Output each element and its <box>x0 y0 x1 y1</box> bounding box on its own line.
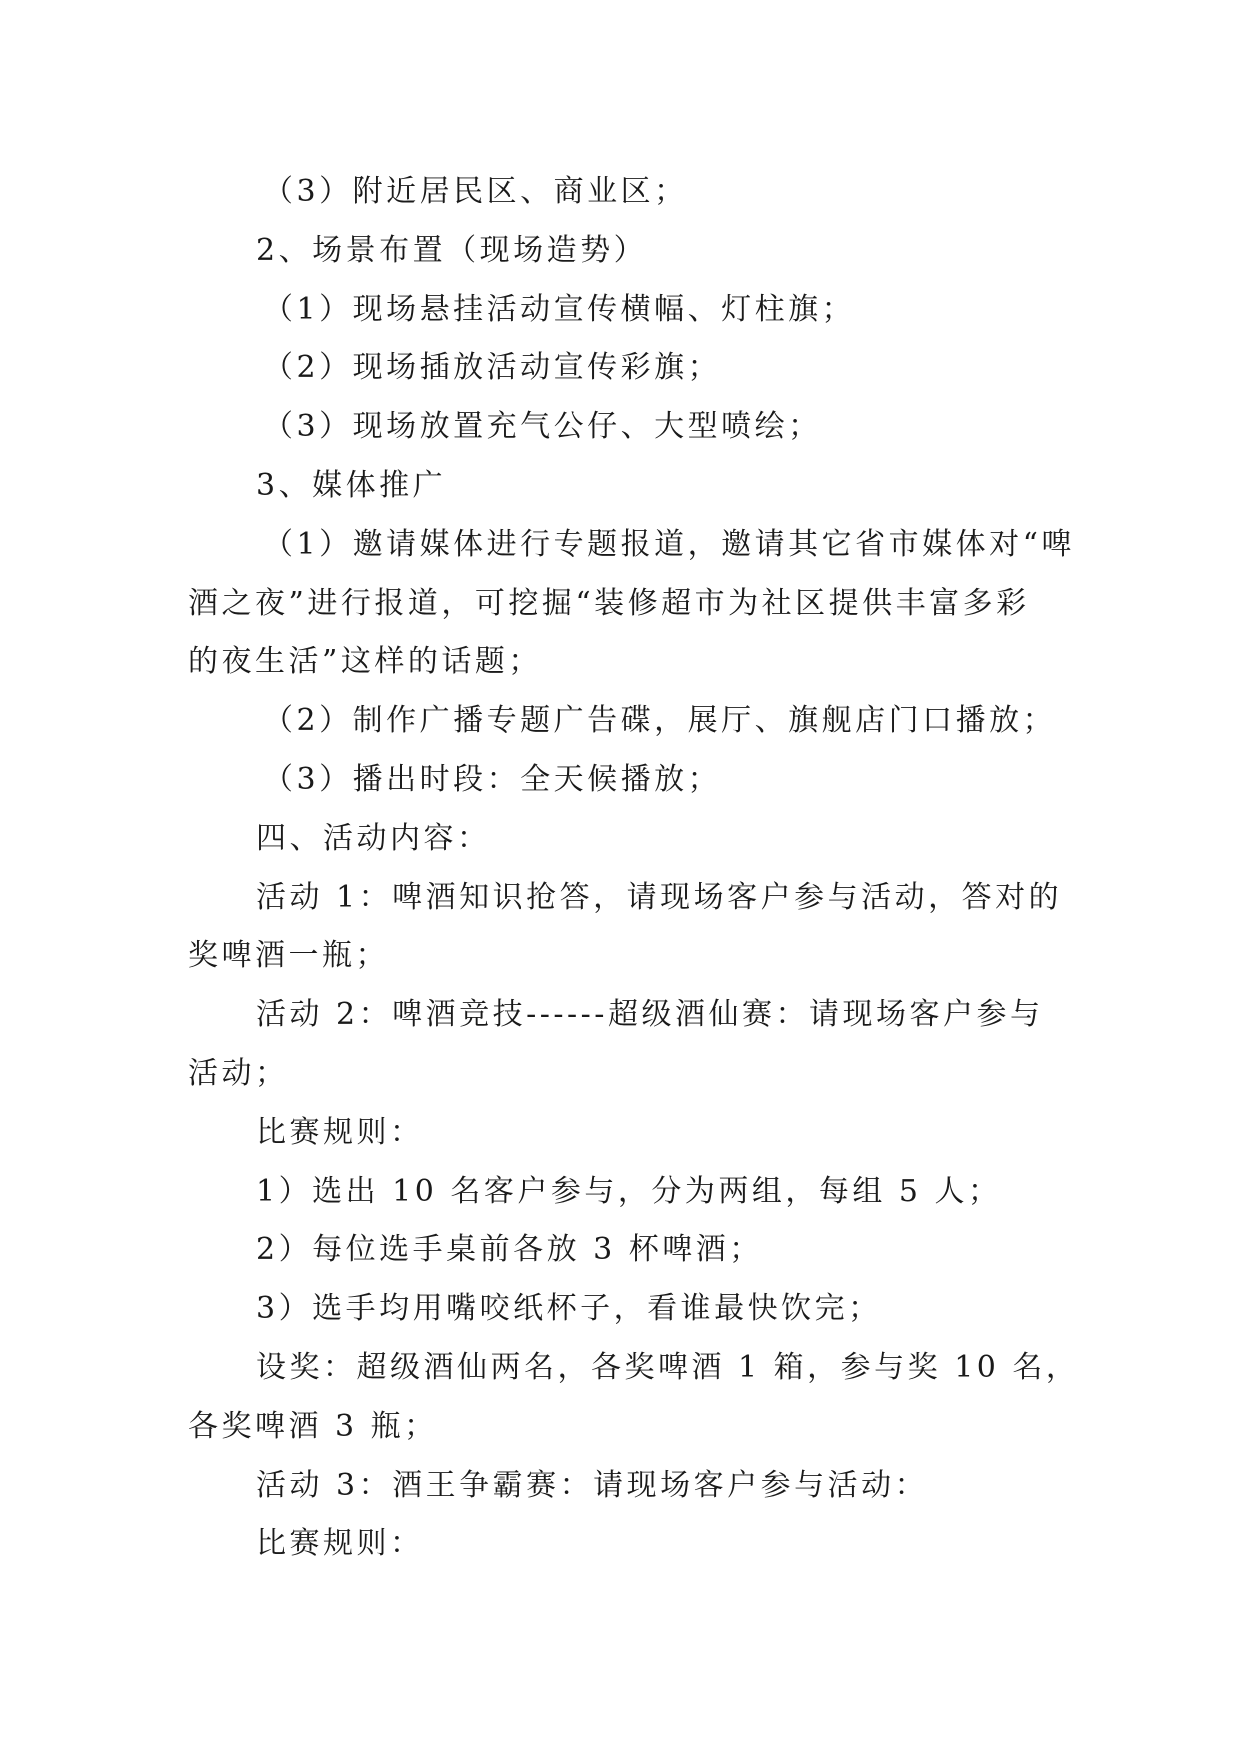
section-heading: 2、场景布置（现场造势） <box>256 232 648 268</box>
text-line: （3）附近居民区、商业区； <box>263 174 688 209</box>
text-line: （3）现场放置充气公仔、大型喷绘； <box>263 409 822 445</box>
text-line: （2）制作广播专题广告碟，展厅、旗舰店门口播放； <box>263 703 1057 739</box>
text-line: 比赛规则： <box>256 1526 424 1562</box>
text-line: 比赛规则： <box>256 1114 424 1150</box>
text-line: 活动 1：啤酒知识抢答，请现场客户参与活动，答对的 <box>256 879 1063 915</box>
text-line: 活动； <box>188 1055 289 1091</box>
text-line: 2）每位选手桌前各放 3 杯啤酒； <box>256 1232 763 1268</box>
text-line: （1）现场悬挂活动宣传横幅、灯柱旗； <box>263 291 856 327</box>
text-line: （1）邀请媒体进行专题报道，邀请其它省市媒体对“啤 <box>263 526 1075 562</box>
text-line: 的夜生活”这样的话题； <box>188 644 542 680</box>
text-line: 奖啤酒一瓶； <box>188 938 389 974</box>
text-line: 活动 2：啤酒竞技------超级酒仙赛：请现场客户参与 <box>256 997 1044 1033</box>
text-line: 酒之夜”进行报道，可挖掘“装修超市为社区提供丰富多彩 <box>188 585 1030 621</box>
section-heading: 四、活动内容： <box>256 820 491 856</box>
text-line: 活动 3：酒王争霸赛：请现场客户参与活动： <box>256 1467 929 1503</box>
section-heading: 3、媒体推广 <box>256 467 447 503</box>
document-body <box>188 163 1080 1574</box>
text-line: 3）选手均用嘴咬纸杯子，看谁最快饮完； <box>256 1291 882 1327</box>
text-line: （3）播出时段：全天候播放； <box>263 761 722 797</box>
text-line: 各奖啤酒 3 瓶； <box>188 1408 438 1444</box>
text-line: 1）选出 10 名客户参与，分为两组，每组 5 人； <box>256 1173 1002 1209</box>
text-line: （2）现场插放活动宣传彩旗； <box>263 350 722 386</box>
text-line: 设奖：超级酒仙两名，各奖啤酒 1 箱，参与奖 10 名， <box>256 1349 1080 1385</box>
